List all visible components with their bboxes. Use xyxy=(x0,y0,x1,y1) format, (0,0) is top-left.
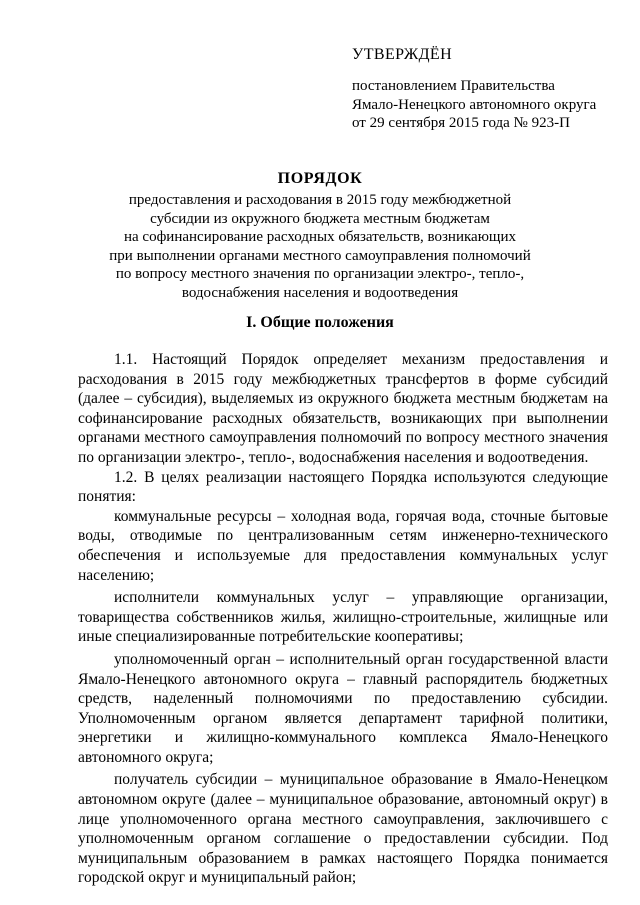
document-subtitle-line: при выполнении органами местного самоуправления полномочий xyxy=(109,247,531,264)
document-subtitle-line: субсидии из окружного бюджета местным бюджетам xyxy=(150,210,490,227)
document-subtitle-line: по вопросу местного значения по организации электро-, тепло-, xyxy=(115,266,525,282)
approval-block xyxy=(352,44,622,133)
approval-heading: УТВЕРЖДЁН xyxy=(352,46,453,63)
paragraph: коммунальные ресурсы – холодная вода, горячая вода, сточные бытовые воды, отводимые по централизованным сетям инженерно-технического обеспечения и используемые для предоставления коммунальных услуг населению; xyxy=(78,507,608,584)
document-title-block xyxy=(100,168,540,302)
document-subtitle-line: на софинансирование расходных обязательств, возникающих xyxy=(124,229,516,245)
document-subtitle-line: водоснабжения населения и водоотведения xyxy=(181,284,459,301)
document-subtitle-line: предоставления и расходования в 2015 году межбюджетной xyxy=(128,192,512,208)
paragraph: уполномоченный орган – исполнительный орган государственной власти Ямало-Ненецкого автономного округа – главный распорядитель бюджетных средств, наделенный полномочиями по предоставлению субсидии. Уполномоченным органом является департамент тарифной политики, энергетики и жилищно-коммунального комплекса Ямало-Ненецкого автономного округа; xyxy=(78,650,608,766)
paragraph: 1.2. В целях реализации настоящего Порядка используются следующие понятия: xyxy=(78,468,608,506)
paragraph: 1.1. Настоящий Порядок определяет механизм предоставления и расходования в 2015 году межбюджетных трансфертов в форме субсидий (далее – субсидия), выделяемых из окружного бюджета местным бюджетам на софинансирование расходных обязательств, возникающих при выполнении органами местного самоуправления полномочий по вопросу местного значения по организации электро-, тепло-, водоснабжения населения и водоотведения. xyxy=(78,351,608,466)
paragraph: исполнители коммунальных услуг – управляющие организации, товарищества собственников жилья, жилищно-строительные, жилищные или иные специализированные потребительские кооперативы; xyxy=(78,589,608,646)
approval-line: от 29 сентября 2015 года № 923-П xyxy=(352,115,570,131)
document-body xyxy=(78,350,608,888)
document-title: ПОРЯДОК xyxy=(277,170,363,187)
section-heading: I. Общие положения xyxy=(246,314,394,331)
approval-line: Ямало-Ненецкого автономного округа xyxy=(352,96,597,113)
paragraph: получатель субсидии – муниципальное образование в Ямало-Ненецком автономном округе (далее – муниципальное образование, автономный округ) в лице уполномоченного органа местного самоуправления, заключившего с уполномоченным органом соглашение о предоставлении субсидии. Под муниципальным образованием в рамках настоящего Порядка понимается городской округ и муниципальный район; xyxy=(78,771,608,887)
approval-line: постановлением Правительства xyxy=(352,78,555,94)
